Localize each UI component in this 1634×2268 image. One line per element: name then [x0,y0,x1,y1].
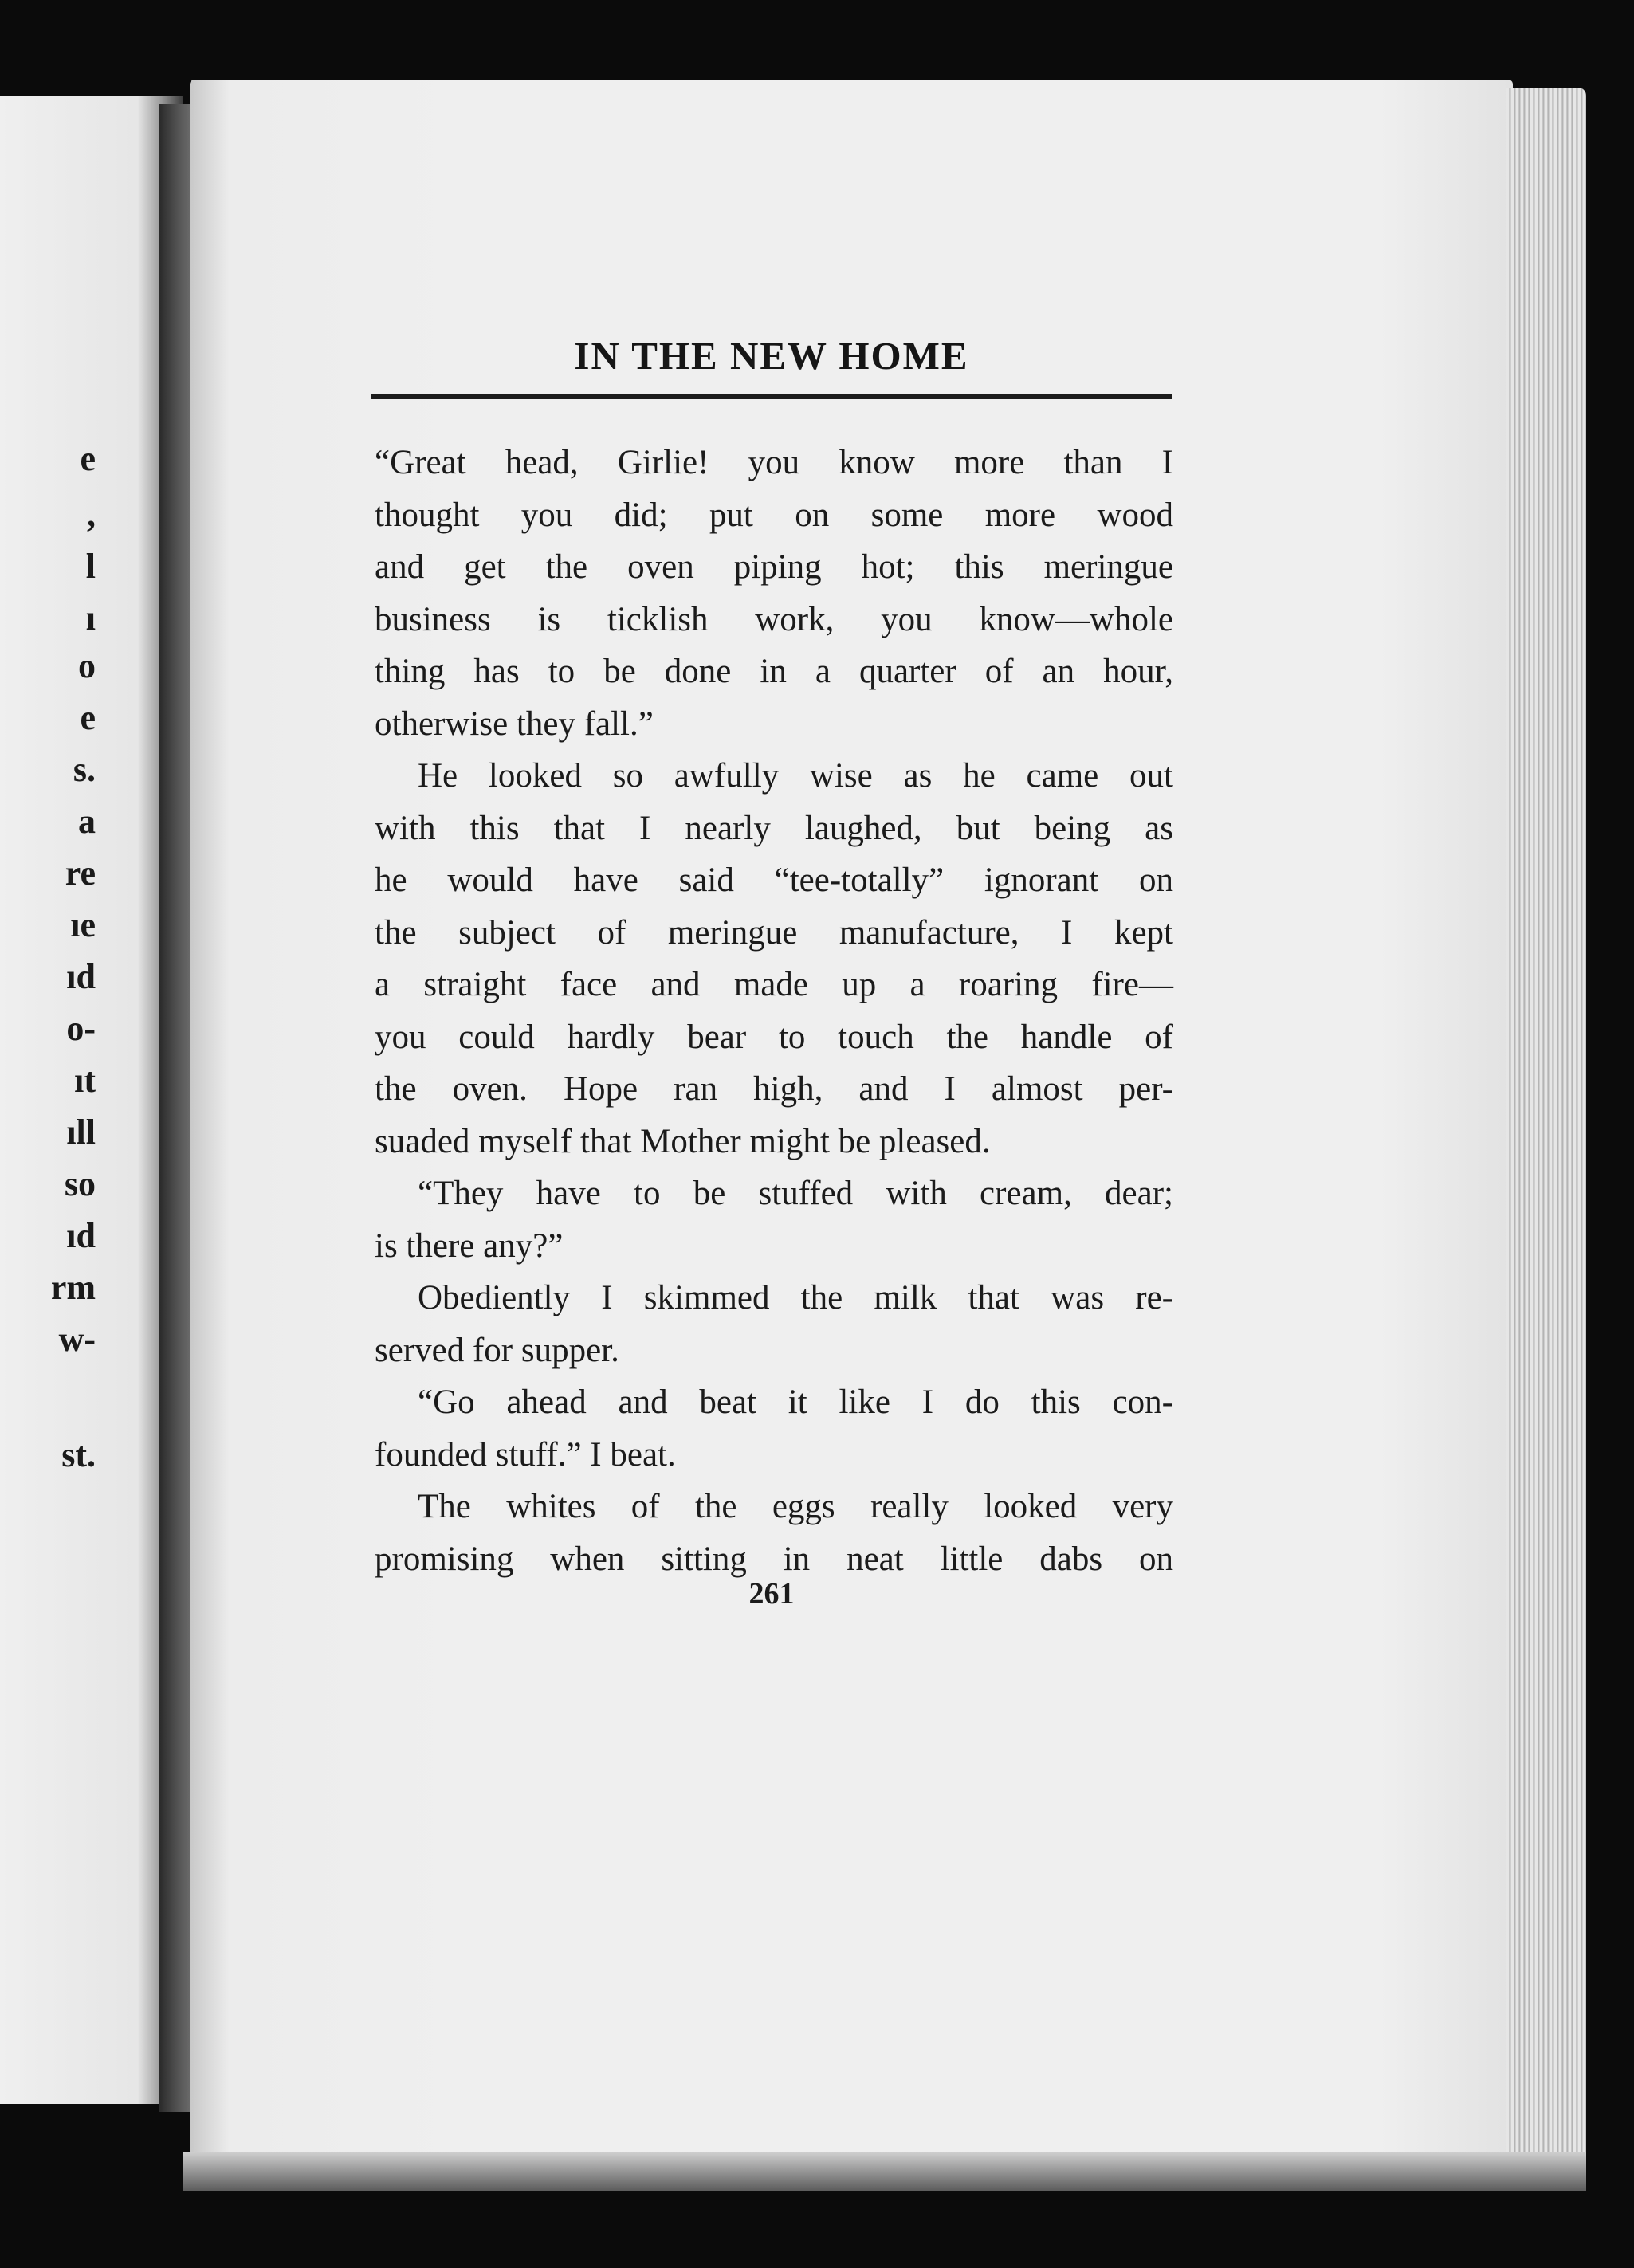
text-line: the oven. Hope ran high, and I almost per- [375,1070,1173,1108]
text-line: Obediently I skimmed the milk that was re- [418,1279,1173,1316]
text-line: founded stuff.” I beat. [375,1435,676,1473]
body-text [375,437,1173,1585]
text-line: is there any?” [375,1226,564,1265]
text-line: otherwise they fall.” [375,704,654,743]
text-line: you could hardly bear to touch the handle of [375,1018,1173,1056]
page-number: 261 [748,1577,795,1611]
left-page-fragment: o- [66,1009,96,1048]
left-page-fragment: e [80,698,96,737]
left-page [0,96,183,2104]
page-bottom-shadow [183,2152,1586,2191]
left-page-fragment: e [80,439,96,478]
text-line: thought you did; put on some more wood [375,496,1173,534]
text-line: suaded myself that Mother might be pleased. [375,1122,991,1160]
text-line: the subject of meringue manufacture, I kept [375,913,1173,952]
left-page-text-fragments [0,96,96,2104]
left-page-fragment: ıll [66,1112,96,1152]
left-page-fragment: ıd [66,957,96,996]
text-line: business is ticklish work, you know—whole [375,600,1173,638]
running-head: IN THE NEW HOME [574,334,969,378]
text-line: The whites of the eggs really looked very [418,1488,1173,1525]
left-page-fragment: st. [61,1435,96,1474]
left-page-fragment: s. [73,750,96,789]
left-page-fragment: , [87,495,96,534]
left-page-fragment: a [78,802,96,841]
text-line: he would have said “tee-totally” ignorant on [375,861,1173,899]
left-page-fragment: ıd [66,1216,96,1255]
left-page-fragment: o [78,646,96,685]
left-page-fragment: ıt [74,1061,96,1100]
left-page-fragment: so [64,1164,96,1203]
text-line: with this that I nearly laughed, but being as [375,809,1173,847]
text-line: a straight face and made up a roaring fire— [375,966,1173,1003]
text-line: served for supper. [375,1331,619,1369]
text-line: He looked so awfully wise as he came out [418,757,1173,795]
left-page-fragment: l [85,547,96,586]
left-page-fragment: w- [58,1320,96,1359]
text-line: promising when sitting in neat little dabs on [375,1540,1173,1578]
text-line: “Great head, Girlie! you know more than I [375,444,1173,481]
left-page-fragment: ı [85,598,96,638]
text-line: and get the oven piping hot; this meringue [375,548,1173,586]
text-line: thing has to be done in a quarter of an hour, [375,653,1173,690]
text-line: “They have to be stuffed with cream, dear; [418,1175,1173,1212]
left-page-fragment: rm [50,1268,96,1307]
left-page-fragment: re [65,853,96,893]
page-edge-stack [1506,88,1586,2191]
running-head-rule [371,394,1172,399]
left-page-fragment: ıe [70,905,96,944]
text-line: “Go ahead and beat it like I do this con- [418,1383,1173,1421]
